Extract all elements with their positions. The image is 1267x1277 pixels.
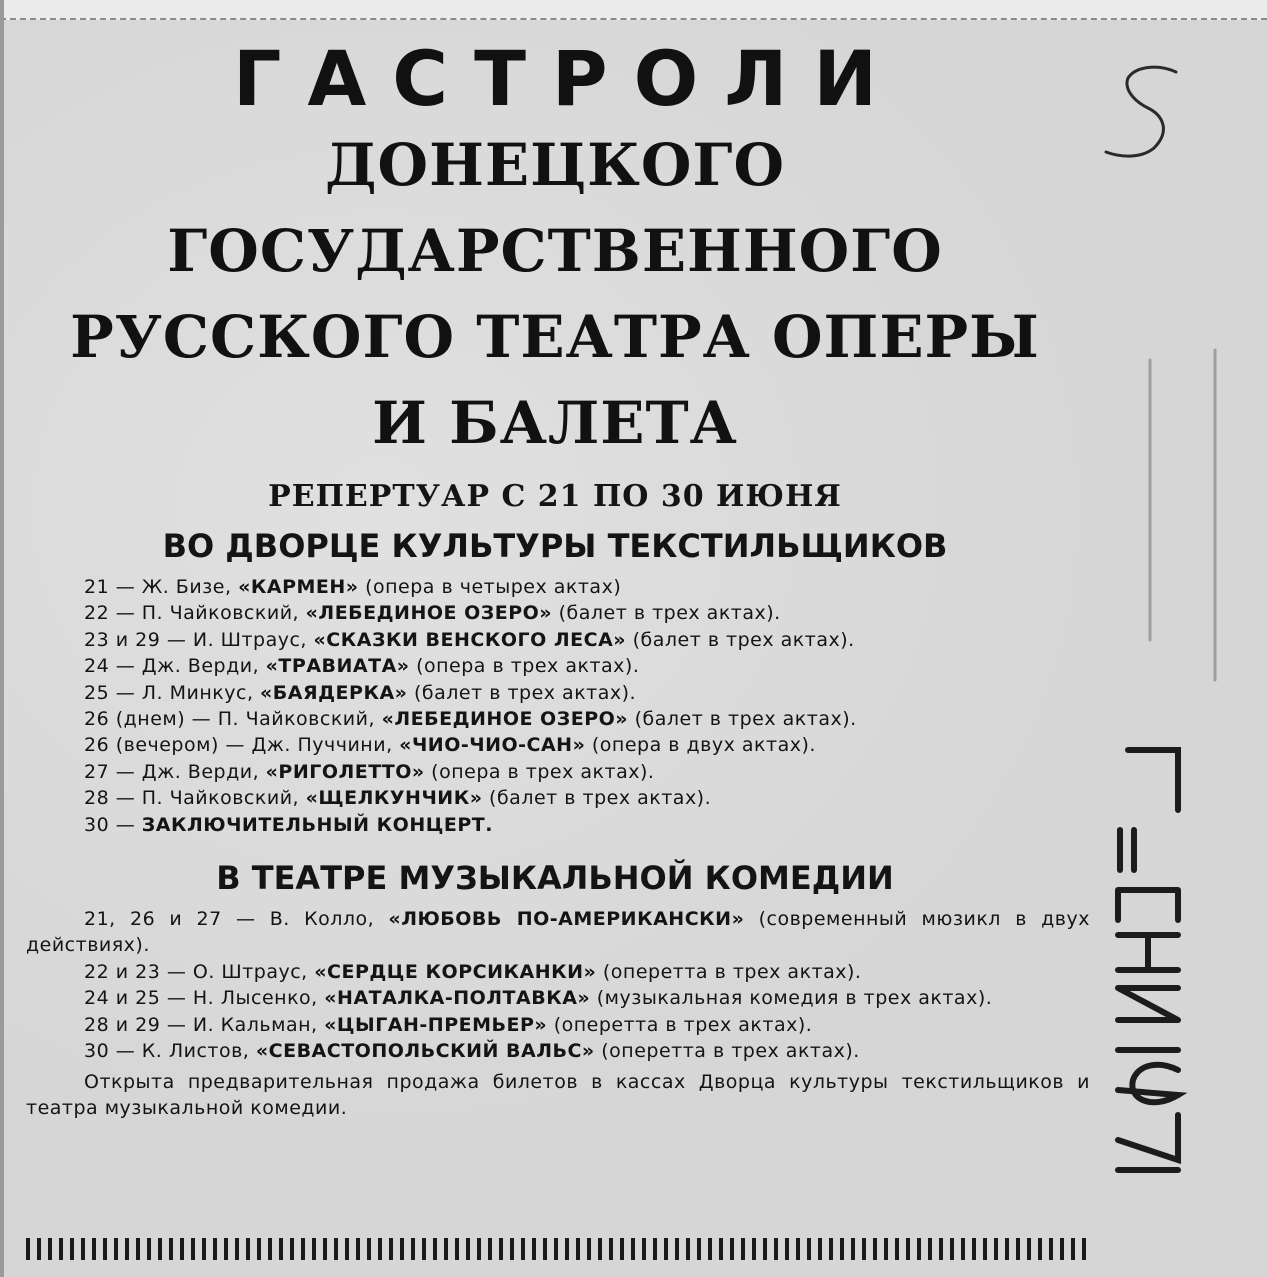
faint-stamp-impression xyxy=(1120,340,1260,700)
ticket-sale-note: Открыта предварительная продажа билетов в кассах Дворца культуры текстильщиков и театра музыкальной комедии. xyxy=(26,1070,1090,1119)
entry-genre: (оперетта в трех актах). xyxy=(594,1040,860,1063)
repertoire-heading: РЕПЕРТУАР С 21 ПО 30 ИЮНЯ xyxy=(268,479,842,514)
entry-title: «СЕРДЦЕ КОРСИКАНКИ» xyxy=(314,960,597,983)
section-heading-textile-palace: ВО ДВОРЦЕ КУЛЬТУРЫ ТЕКСТИЛЬЩИКОВ xyxy=(162,527,948,565)
entry-title: «ЛЕБЕДИНОЕ ОЗЕРО» xyxy=(305,602,553,625)
theatre-name-line-2: РУССКОГО ТЕАТРА ОПЕРЫ xyxy=(70,303,1040,371)
entry-genre: (опера в четырех актах) xyxy=(358,576,622,598)
entry-title: «ЛЮБОВЬ ПО-АМЕРИКАНСКИ» xyxy=(388,908,745,931)
schedule-entry xyxy=(26,600,1090,626)
entry-genre: (опера в двух актах). xyxy=(585,734,816,757)
schedule-entry xyxy=(26,1012,1090,1038)
theatre-name-line-1: ДОНЕЦКОГО ГОСУДАРСТВЕННОГО xyxy=(167,131,943,285)
entry-date-author: 21, 26 и 27 — В. Колло, xyxy=(84,908,389,931)
entry-date-author: 27 — Дж. Верди, xyxy=(84,760,266,783)
entry-genre: (балет в трех актах). xyxy=(626,628,855,651)
entry-genre: (опера в трех актах). xyxy=(409,655,640,678)
schedule-entry xyxy=(26,732,1090,758)
schedule-entry xyxy=(26,906,1090,959)
entry-genre: (опера в трех актах). xyxy=(424,760,655,783)
schedule-entry xyxy=(26,785,1090,811)
entry-title: «КАРМЕН» xyxy=(238,576,359,598)
entry-date-author: 23 и 29 — И. Штраус, xyxy=(84,628,314,651)
schedule-entry xyxy=(26,653,1090,679)
entry-date-author: 30 — К. Листов, xyxy=(84,1040,256,1063)
entry-date-author: 24 и 25 — Н. Лысенко, xyxy=(84,987,325,1010)
entry-genre: (балет в трех актах). xyxy=(552,602,781,625)
schedule-entry xyxy=(26,680,1090,706)
entry-title: «НАТАЛКА-ПОЛТАВКА» xyxy=(324,987,591,1010)
entry-title: «ЦЫГАН-ПРЕМЬЕР» xyxy=(324,1013,548,1036)
section-heading-musical-comedy: В ТЕАТРЕ МУЗЫКАЛЬНОЙ КОМЕДИИ xyxy=(216,859,894,898)
entry-date-author: 22 и 23 — О. Штраус, xyxy=(84,960,315,983)
schedule-entry xyxy=(26,985,1090,1011)
entry-genre: (современный мюзикл в двух действиях). xyxy=(26,908,1090,957)
decorative-bottom-rule xyxy=(26,1238,1090,1260)
clipping-left-edge xyxy=(0,0,4,1277)
entry-date-author: 26 (вечером) — Дж. Пуччини, xyxy=(84,734,400,757)
announcement-column xyxy=(20,26,1090,1121)
clipping-top-edge xyxy=(0,0,1267,20)
entry-date-author: 21 — Ж. Бизе, xyxy=(84,576,239,598)
schedule-entry xyxy=(26,627,1090,653)
announcement-title: ГАСТРОЛИ xyxy=(233,34,903,123)
textile-palace-schedule xyxy=(20,574,1090,838)
schedule-entry xyxy=(26,706,1090,732)
entry-genre: (оперетта в трех актах). xyxy=(547,1013,813,1036)
entry-genre: (балет в трех актах). xyxy=(628,708,857,731)
entry-date-author: 30 — xyxy=(84,813,142,836)
entry-date-author: 28 и 29 — И. Кальман, xyxy=(84,1013,325,1036)
entry-title: «ЛЕБЕДИНОЕ ОЗЕРО» xyxy=(381,708,629,731)
entry-title: ЗАКЛЮЧИТЕЛЬНЫЙ КОНЦЕРТ. xyxy=(141,813,493,836)
entry-date-author: 22 — П. Чайковский, xyxy=(84,602,306,625)
entry-genre: (оперетта в трех актах). xyxy=(596,960,862,983)
entry-date-author: 24 — Дж. Верди, xyxy=(84,655,266,678)
entry-date-author: 28 — П. Чайковский, xyxy=(84,787,306,810)
entry-genre: (балет в трех актах). xyxy=(482,787,712,810)
entry-title: «БАЯДЕРКА» xyxy=(260,681,408,704)
handwritten-page-number xyxy=(1098,60,1188,180)
handwritten-date-stamp xyxy=(1098,720,1208,1180)
entry-title: «ЧИО-ЧИО-САН» xyxy=(399,734,586,757)
schedule-entry xyxy=(26,812,1090,838)
theatre-name-line-3: И БАЛЕТА xyxy=(372,389,738,457)
entry-genre: (музыкальная комедия в трех актах). xyxy=(590,987,993,1010)
schedule-entry xyxy=(26,959,1090,985)
entry-title: «СЕВАСТОПОЛЬСКИЙ ВАЛЬС» xyxy=(255,1040,595,1063)
schedule-entry xyxy=(26,759,1090,785)
schedule-entry xyxy=(26,1038,1090,1064)
entry-title: «СКАЗКИ ВЕНСКОГО ЛЕСА» xyxy=(313,628,627,651)
entry-title: «ЩЕЛКУНЧИК» xyxy=(305,787,483,810)
musical-comedy-schedule xyxy=(20,906,1090,1064)
entry-title: «РИГОЛЕТТО» xyxy=(265,760,425,783)
entry-title: «ТРАВИАТА» xyxy=(265,655,410,678)
entry-date-author: 26 (днем) — П. Чайковский, xyxy=(84,708,382,731)
entry-date-author: 25 — Л. Минкус, xyxy=(84,681,261,704)
schedule-entry xyxy=(26,574,1090,600)
entry-genre: (балет в трех актах). xyxy=(407,681,637,704)
